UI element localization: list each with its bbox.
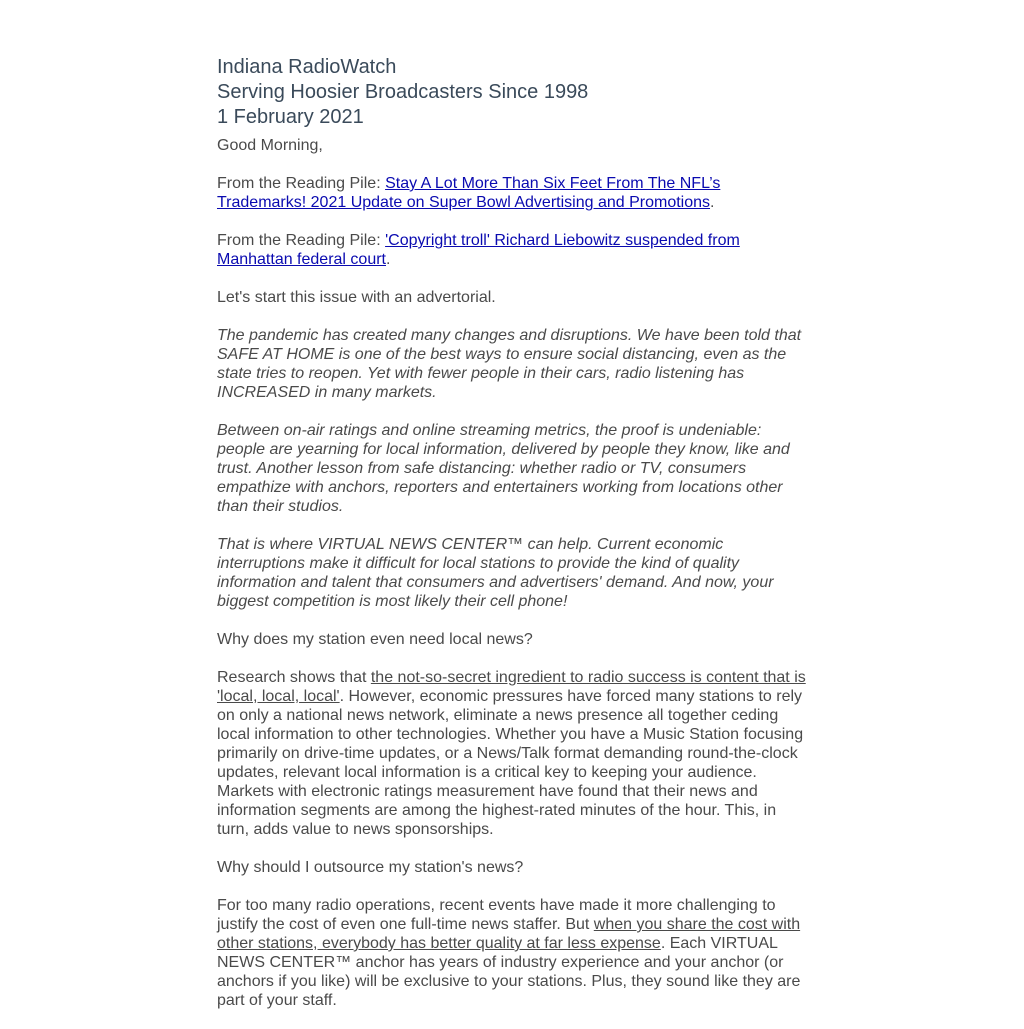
greeting: Good Morning, (217, 137, 323, 154)
outsource-rest: . Each VIRTUAL NEWS CENTER™ anchor has years of industry experience and your anchor (or anchors if you like) will be exclusive to your stations. Plus, they sound like they are part of your staff. (217, 935, 801, 1009)
outsource-paragraph (217, 896, 809, 1010)
reading-pile-link-copyright-troll[interactable]: 'Copyright troll' Richard Liebowitz suspended from Manhattan federal court (217, 232, 740, 268)
reading-pile-item (217, 174, 809, 212)
reading-pile-suffix: . (710, 194, 715, 211)
research-paragraph (217, 668, 809, 839)
question-heading: Why does my station even need local news? (217, 631, 533, 648)
newsletter-tagline: Serving Hoosier Broadcasters Since 1998 (217, 81, 589, 103)
reading-pile-link-nfl-trademarks[interactable]: Stay A Lot More Than Six Feet From The NFL’s Trademarks! 2021 Update on Super Bowl Advertising and Promotions (217, 175, 721, 211)
outsource-underlined: when you share the cost with other stations, everybody has better quality at far less expense (217, 916, 801, 952)
advertorial-paragraph: The pandemic has created many changes and disruptions. We have been told that SAFE AT HOME is one of the best ways to ensure social distancing, even as the state tries to reopen. Yet with fewer people in their cars, radio listening has INCREASED in many markets. (217, 327, 802, 401)
research-underlined: the not-so-secret ingredient to radio success is content that is 'local, local, local' (217, 669, 806, 705)
intro-paragraph: Let's start this issue with an advertorial. (217, 289, 496, 306)
newsletter-page (217, 55, 809, 1029)
reading-pile-prefix: From the Reading Pile: (217, 175, 386, 192)
reading-pile-prefix: From the Reading Pile: (217, 232, 386, 249)
advertorial-paragraph: That is where VIRTUAL NEWS CENTER™ can help. Current economic interruptions make it difficult for local stations to provide the kind of quality information and talent that consumers and advertisers' demand. And now, your biggest competition is most likely their cell phone! (217, 536, 774, 610)
masthead (217, 55, 809, 130)
research-rest: . However, economic pressures have forced many stations to rely on only a national news network, eliminate a news presence all together ceding local information to other technologies. Whether you have a Music Station focusing primarily on drive-time updates, or a News/Talk format demanding round-the-clock updates, relevant local information is a critical key to keeping your audience. Markets with electronic ratings measurement have found that their news and information segments are among the highest-rated minutes of the hour. This, in turn, adds value to news sponsorships. (217, 688, 804, 838)
reading-pile-item (217, 231, 809, 269)
reading-pile-suffix: . (386, 251, 391, 268)
advertorial-paragraph: Between on-air ratings and online streaming metrics, the proof is undeniable: people are yearning for local information, delivered by people they know, like and trust. Another lesson from safe distancing: whether radio or TV, consumers empathize with anchors, reporters and entertainers working from locations other than their studios. (217, 422, 790, 515)
issue-date: 1 February 2021 (217, 106, 364, 128)
newsletter-title: Indiana RadioWatch (217, 56, 397, 78)
newsletter-body (217, 136, 809, 1010)
outsource-lead: For too many radio operations, recent events have made it more challenging to justify the cost of even one full-time news staffer. But (217, 897, 776, 933)
question-heading: Why should I outsource my station's news? (217, 859, 524, 876)
research-lead: Research shows that (217, 669, 371, 686)
